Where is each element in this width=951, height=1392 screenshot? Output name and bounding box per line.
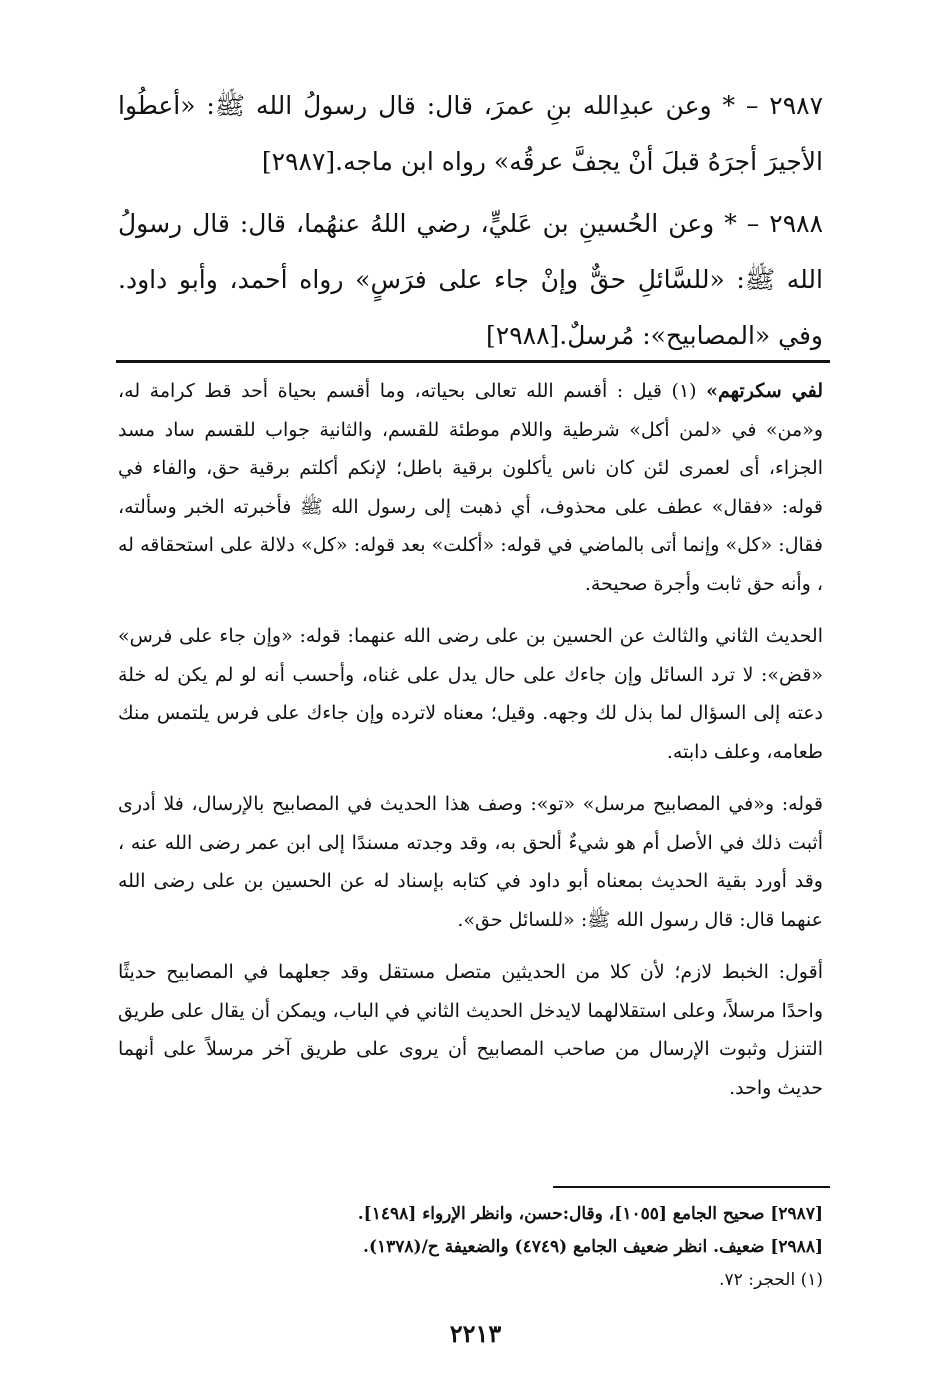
footnotes-section [118, 1198, 823, 1297]
footnote-divider [553, 1186, 830, 1188]
section-divider [116, 360, 830, 363]
page-number: ٢٢١٣ [449, 1319, 502, 1348]
footnote-2987: [٢٩٨٧] صحيح الجامع [١٠٥٥]، وقال:حسن، وانظر الإرواء [١٤٩٨]. [357, 1204, 823, 1224]
commentary-paragraph [118, 372, 823, 603]
hadith-2988: ٢٩٨٨ – * وعن الحُسينِ بن عَليٍّ، رضي اللهُ عنهُما، قال: قال رسولُ الله ﷺ: «للسَّائلِ حقٌّ وإنْ جاء على فرَسٍ» رواه أحمد، وأبو داود. وفي «المصابيح»: مُرسلٌ.[٢٩٨٨] [118, 209, 823, 350]
hadith-2987: ٢٩٨٧ – * وعن عبدِالله بنِ عمرَ، قال: قال رسولُ الله ﷺ: «أعطُوا الأجيرَ أجرَهُ قبلَ أنْ يجفَّ عرقُه» رواه ابن ماجه.[٢٩٨٧] [118, 91, 823, 176]
commentary-section [118, 372, 823, 1107]
commentary-paragraph: الحديث الثاني والثالث عن الحسين بن على رضى الله عنهما: قوله: «وإن جاء على فرس» «قض»: لا ترد السائل وإن جاءك على حال يدل على غناه، وأحسب أنه لو لم يكن له خلة دعته إلى السؤال لما بذل لك وجهه. وقيل؛ معناه لاترده وإن جاءك على فرس يلتمس منك طعامه، وعلف دابته. [118, 625, 823, 763]
commentary-paragraph: أقول: الخبط لازم؛ لأن كلا من الحديثين متصل مستقل وقد جعلهما في المصابيح حديثًا واحدًا مرسلاً، وعلى استقلالهما لايدخل الحديث الثاني في الباب، ويمكن أن يقال على طريق التنزل وثبوت الإرسال من صاحب المصابيح أن يروى على طريق آخر مرسلاً على أنهما حديث واحد. [118, 961, 823, 1099]
commentary-text: (١) قيل : أقسم الله تعالى بحياته، وما أقسم بحياة أحد قط كرامة له، و«من» في «لمن أكل» شرطية واللام موطئة للقسم، والثانية جواب للقسم ساد مسد الجزاء، أى لعمرى لئن كان ناس يأكلون برقية باطل؛ لإنكم أكلتم برقية حق، والفاء في قوله: «فقال» عطف على محذوف، أي ذهبت إلى رسول الله ﷺ فأخبرته الخبر وسألته، فقال: «كل» وإنما أتى بالماضي في قوله: «أكلت» بعد قوله: «كل» دلالة على استحقاقه له ، وأنه حق ثابت وأجرة صحيحة. [118, 380, 823, 595]
commentary-paragraph: قوله: و«في المصابيح مرسل» «تو»: وصف هذا الحديث في المصابيح بالإرسال، فلا أدرى أثبت ذلك في الأصل أم هو شيءٌ ألحق به، وقد وجدته مسندًا إلى ابن عمر رضى الله عنه ، وقد أورد بقية الحديث بمعناه أبو داود في كتابه بإسناد له عن الحسين بن على رضى الله عنهما قال: قال رسول الله ﷺ: «للسائل حق». [118, 793, 823, 931]
footnote-1: (١) الحجر: ٧٢. [719, 1270, 823, 1290]
footnote-2988: [٢٩٨٨] ضعيف. انظر ضعيف الجامع (٤٧٤٩) والضعيفة ح/(١٣٧٨). [363, 1237, 823, 1257]
commentary-lemma: لفي سكرتهم» [706, 380, 823, 402]
hadith-section [118, 78, 823, 364]
